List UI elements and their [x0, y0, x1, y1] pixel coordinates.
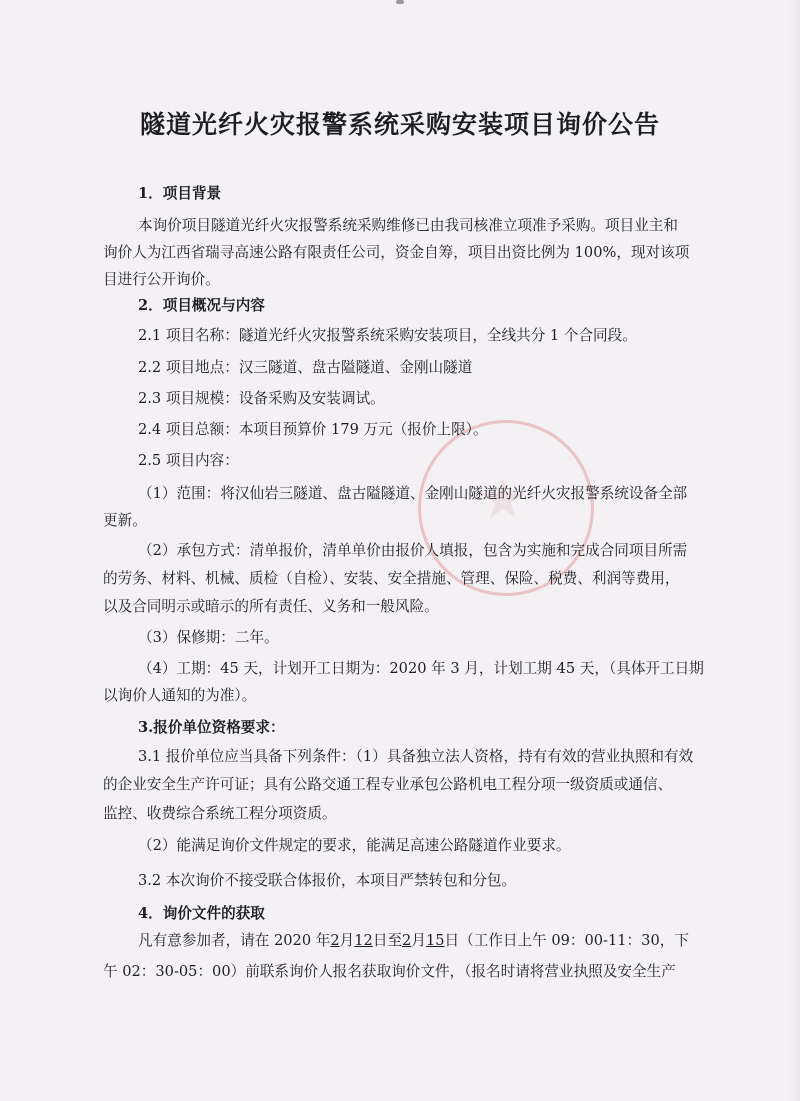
section-3-heading: 3.报价单位资格要求： [138, 719, 285, 736]
registration-text: 日（工作日上午 09：00-11：30，下 [444, 932, 689, 949]
consortium-line: 3.2 本次询价不接受联合体报价，本项目严禁转包和分包。 [138, 872, 517, 889]
document-title: 隧道光纤火灾报警系统采购安装项目询价公告 [139, 110, 660, 139]
project-scale-line: 2.3 项目规模：设备采购及安装调试。 [138, 390, 385, 407]
registration-month: 2 [330, 932, 340, 949]
registration-day: 12 [354, 932, 373, 949]
registration-line: 午 02：30-05：00）前联系询价人报名获取询价文件，（报名时请将营业执照及安全生产 [103, 963, 676, 980]
section-1-heading: 1．项目背景 [138, 185, 222, 202]
registration-line [138, 930, 689, 952]
section-1-paragraph-line: 目进行公开询价。 [103, 271, 220, 288]
project-content-line: 2.5 项目内容： [138, 452, 239, 469]
qualification-line: 的企业安全生产许可证；具有公路交通工程专业承包公路机电工程分项一级资质或通信、 [103, 776, 673, 793]
page-edge-shadow [788, 0, 800, 1101]
qualification-line: 监控、收费综合系统工程分项资质。 [103, 805, 337, 822]
registration-month: 2 [402, 932, 412, 949]
scan-edge-mark [396, 0, 404, 4]
registration-day: 15 [425, 932, 445, 949]
registration-text: 月 [339, 932, 355, 949]
registration-text: 凡有意参加者，请在 2020 年 [138, 932, 331, 949]
qualification-line: （2）能满足询价文件规定的要求，能满足高速公路隧道作业要求。 [138, 837, 571, 854]
contract-method-line: （2）承包方式：清单报价，清单单价由报价人填报，包含为实施和完成合同项目所需 [138, 542, 688, 559]
warranty-line: （3）保修期：二年。 [138, 629, 279, 646]
section-1-paragraph-line: 本询价项目隧道光纤火灾报警系统采购维修已由我司核准立项准予采购。项目业主和 [138, 217, 678, 234]
duration-line: 以询价人通知的为准）。 [103, 687, 257, 704]
project-name-line: 2.1 项目名称：隧道光纤火灾报警系统采购安装项目，全线共分 1 个合同段。 [138, 327, 637, 344]
registration-text: 月 [411, 932, 426, 949]
section-1-paragraph-line: 询价人为江西省瑞寻高速公路有限责任公司，资金自筹，项目出资比例为 100%，现对该项 [103, 244, 690, 261]
project-budget-line: 2.4 项目总额：本项目预算价 179 万元（报价上限）。 [138, 421, 488, 438]
duration-line: （4）工期：45 天，计划开工日期为：2020 年 3 月，计划工期 45 天，（具体开工日期 [138, 660, 704, 677]
registration-text: 日至 [372, 932, 403, 949]
qualification-line: 3.1 报价单位应当具备下列条件：（1）具备独立法人资格，持有有效的营业执照和有效 [138, 748, 694, 765]
scope-line: （1）范围：将汉仙岩三隧道、盘古隘隧道、金刚山隧道的光纤火灾报警系统设备全部 [138, 485, 688, 502]
scope-line: 更新。 [103, 512, 147, 529]
contract-method-line: 以及合同明示或暗示的所有责任、义务和一般风险。 [103, 598, 439, 615]
project-location-line: 2.2 项目地点：汉三隧道、盘古隘隧道、金刚山隧道 [138, 359, 473, 376]
contract-method-line: 的劳务、材料、机械、质检（自检）、安装、安全措施、管理、保险、税费、利润等费用， [103, 570, 680, 587]
section-4-heading: 4．询价文件的获取 [138, 905, 265, 922]
section-2-heading: 2．项目概况与内容 [138, 297, 265, 314]
